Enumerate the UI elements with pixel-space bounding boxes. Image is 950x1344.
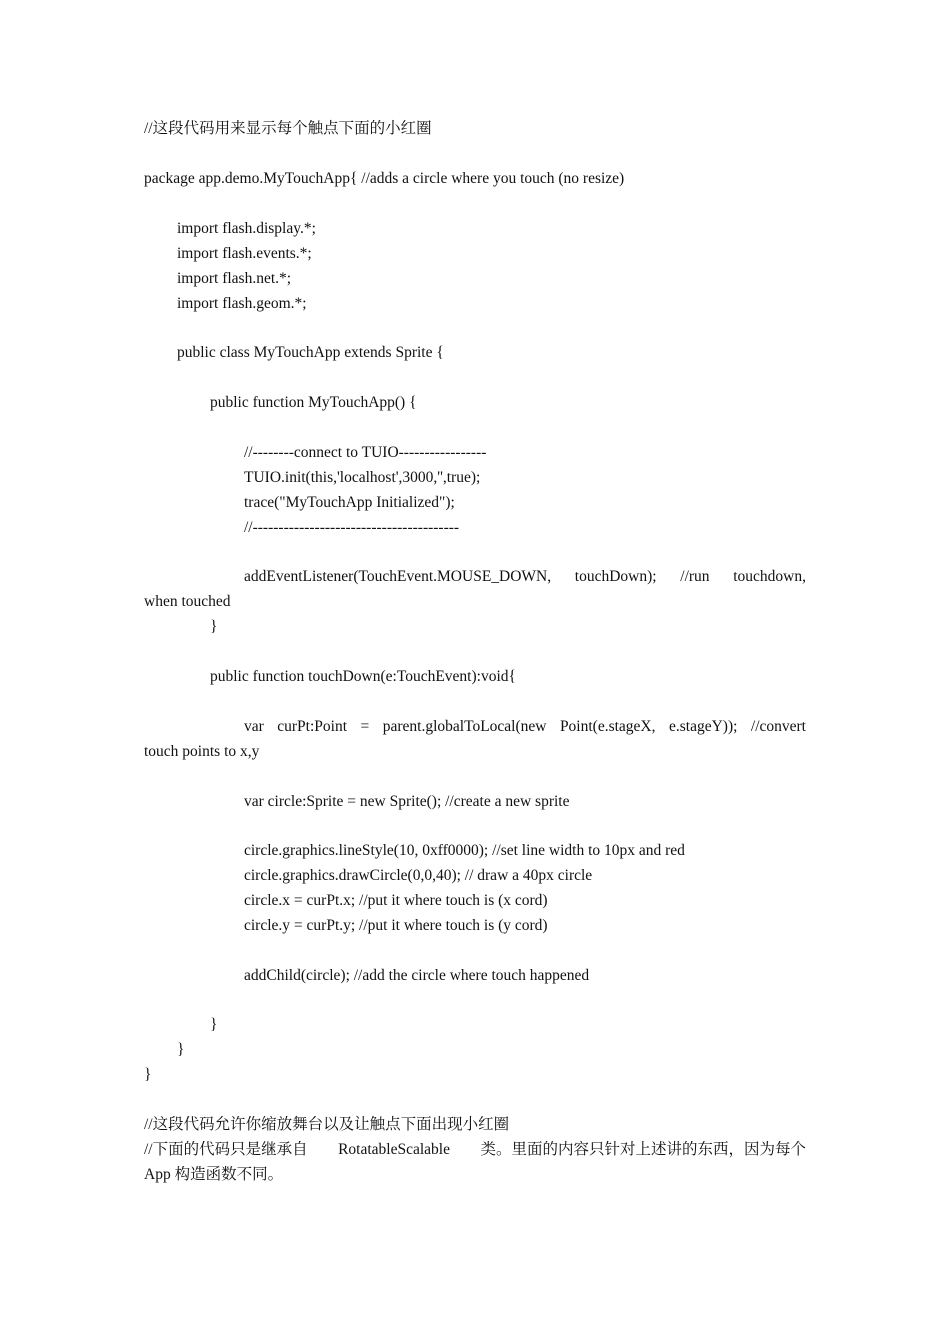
import-geom: import flash.geom.*; — [177, 295, 307, 312]
add-listener-word: touchDown); — [574, 568, 657, 585]
comment-bottom-3: App 构造函数不同。 — [144, 1166, 284, 1183]
circle-new-line: var circle:Sprite = new Sprite(); //create a new sprite — [244, 793, 570, 810]
comment-bottom-2-part: //下面的代码只是继承自 — [144, 1141, 308, 1158]
constructor-close-brace: } — [210, 618, 218, 635]
curpt-word: curPt:Point — [277, 718, 348, 735]
circle-x-line: circle.x = curPt.x; //put it where touch is (x cord) — [244, 892, 548, 909]
curpt-line — [244, 717, 806, 737]
add-listener-wrap: when touched — [144, 593, 231, 610]
trace-line: trace("MyTouchApp Initialized"); — [244, 494, 455, 511]
package-line: package app.demo.MyTouchApp{ //adds a circle where you touch (no resize) — [144, 170, 625, 187]
line-style-line: circle.graphics.lineStyle(10, 0xff0000); //set line width to 10px and red — [244, 842, 685, 859]
add-listener-word: addEventListener(TouchEvent.MOUSE_DOWN, — [244, 568, 552, 585]
draw-circle-line: circle.graphics.drawCircle(0,0,40); // draw a 40px circle — [244, 867, 593, 884]
separator-comment: //---------------------------------------- — [244, 519, 460, 536]
comment-bottom-2-part: 类。里面的内容只针对上述讲的东西，因为每个 — [480, 1141, 806, 1158]
import-net: import flash.net.*; — [177, 270, 292, 287]
add-listener-word: //run — [680, 568, 710, 585]
curpt-word: e.stageY)); — [668, 718, 738, 735]
import-display: import flash.display.*; — [177, 220, 316, 237]
add-listener-line — [244, 567, 806, 587]
tuio-init-line: TUIO.init(this,'localhost',3000,'',true); — [244, 469, 481, 486]
class-declaration: public class MyTouchApp extends Sprite { — [177, 344, 444, 361]
curpt-wrap: touch points to x,y — [144, 743, 260, 760]
import-events: import flash.events.*; — [177, 245, 312, 262]
curpt-word: var — [244, 718, 264, 735]
comment-top: //这段代码用来显示每个触点下面的小红圈 — [144, 120, 432, 137]
curpt-word: = — [360, 718, 370, 735]
package-close-brace: } — [144, 1066, 152, 1083]
comment-bottom-2 — [144, 1140, 806, 1160]
constructor-declaration: public function MyTouchApp() { — [210, 394, 417, 411]
curpt-word: //convert — [750, 718, 806, 735]
circle-y-line: circle.y = curPt.y; //put it where touch is (y cord) — [244, 917, 548, 934]
comment-bottom-2-part: RotatableScalable — [338, 1141, 450, 1158]
connect-comment: //--------connect to TUIO----------------- — [244, 444, 487, 461]
add-listener-word: touchdown, — [733, 568, 806, 585]
touchdown-declaration: public function touchDown(e:TouchEvent):void{ — [210, 668, 516, 685]
comment-bottom-1: //这段代码允许你缩放舞台以及让触点下面出现小红圈 — [144, 1116, 510, 1133]
curpt-word: parent.globalToLocal(new — [382, 718, 547, 735]
curpt-word: Point(e.stageX, — [559, 718, 656, 735]
class-close-brace: } — [177, 1041, 185, 1058]
add-child-line: addChild(circle); //add the circle where touch happened — [244, 967, 590, 984]
function-close-brace: } — [210, 1016, 218, 1033]
